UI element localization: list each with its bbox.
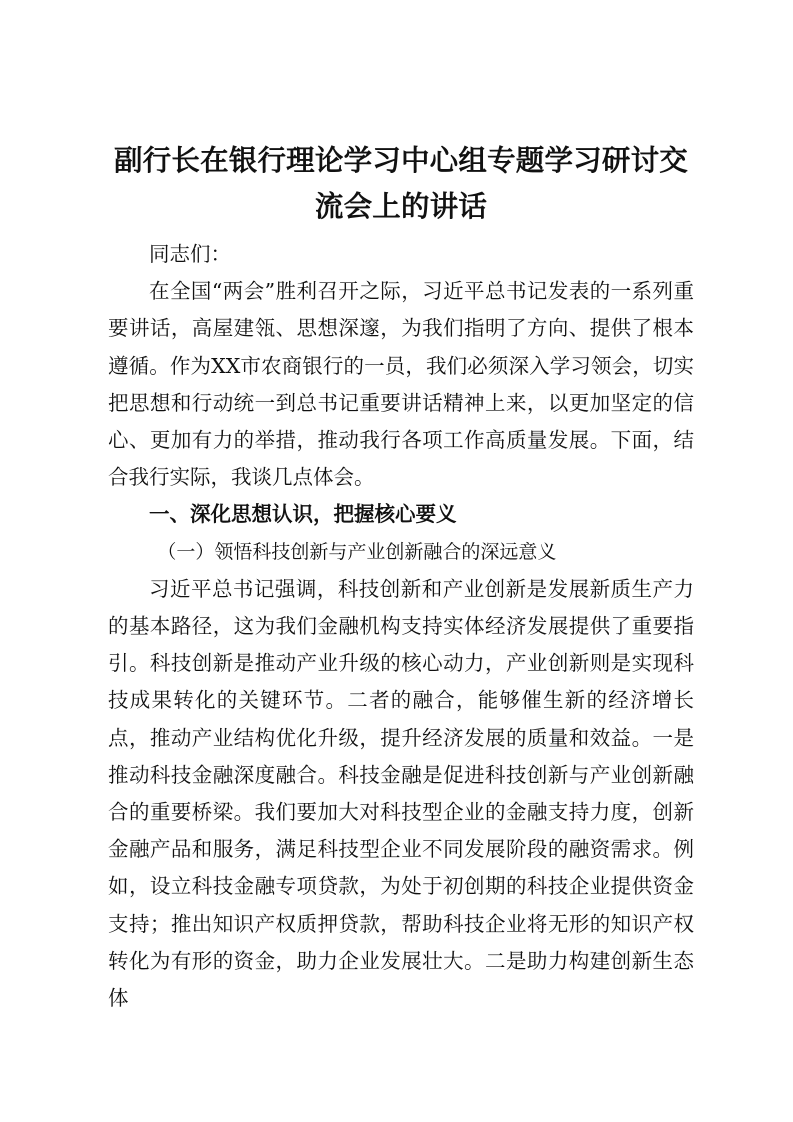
section-heading-1: 一、深化思想认识，把握核心要义 <box>149 502 457 527</box>
body-paragraph: 习近平总书记强调，科技创新和产业创新是发展新质生产力的基本路径，这为我们金融机构支持实体经济发展提供了重要指引。科技创新是推动产业升级的核心动力，产业创新则是实现科技成果转化的关键环节。二者的融合，能够催生新的经济增长点，推动产业结构优化升级，提升经济发展的质量和效益。一是推动科技金融深度融合。科技金融是促进科技创新与产业创新融合的重要桥梁。我们要加大对科技型企业的金融支持力度，创新金融产品和服务，满足科技型企业不同发展阶段的融资需求。例如，设立科技金融专项贷款，为处于初创期的科技企业提供资金支持；推出知识产权质押贷款，帮助科技企业将无形的知识产权转化为有形的资金，助力企业发展壮大。二是助力构建创新生态体 <box>108 576 694 1011</box>
salutation: 同志们： <box>149 242 231 266</box>
intro-paragraph: 在全国“两会”胜利召开之际，习近平总书记发表的一系列重要讲话，高屋建瓴、思想深邃，为我们指明了方向、提供了根本遵循。作为XX市农商银行的一员，我们必须深入学习领会，切实把思想和行动统一到总书记重要讲话精神上来，以更加坚定的信心、更加有力的举措，推动我行各项工作高质量发展。下面，结合我行实际，我谈几点体会。 <box>108 279 694 490</box>
document-page <box>108 138 694 1017</box>
document-title: 副行长在银行理论学习中心组专题学习研讨交流会上的讲话 <box>113 144 688 223</box>
subsection-heading-1: （一）领悟科技创新与产业创新融合的深远意义 <box>157 540 557 563</box>
